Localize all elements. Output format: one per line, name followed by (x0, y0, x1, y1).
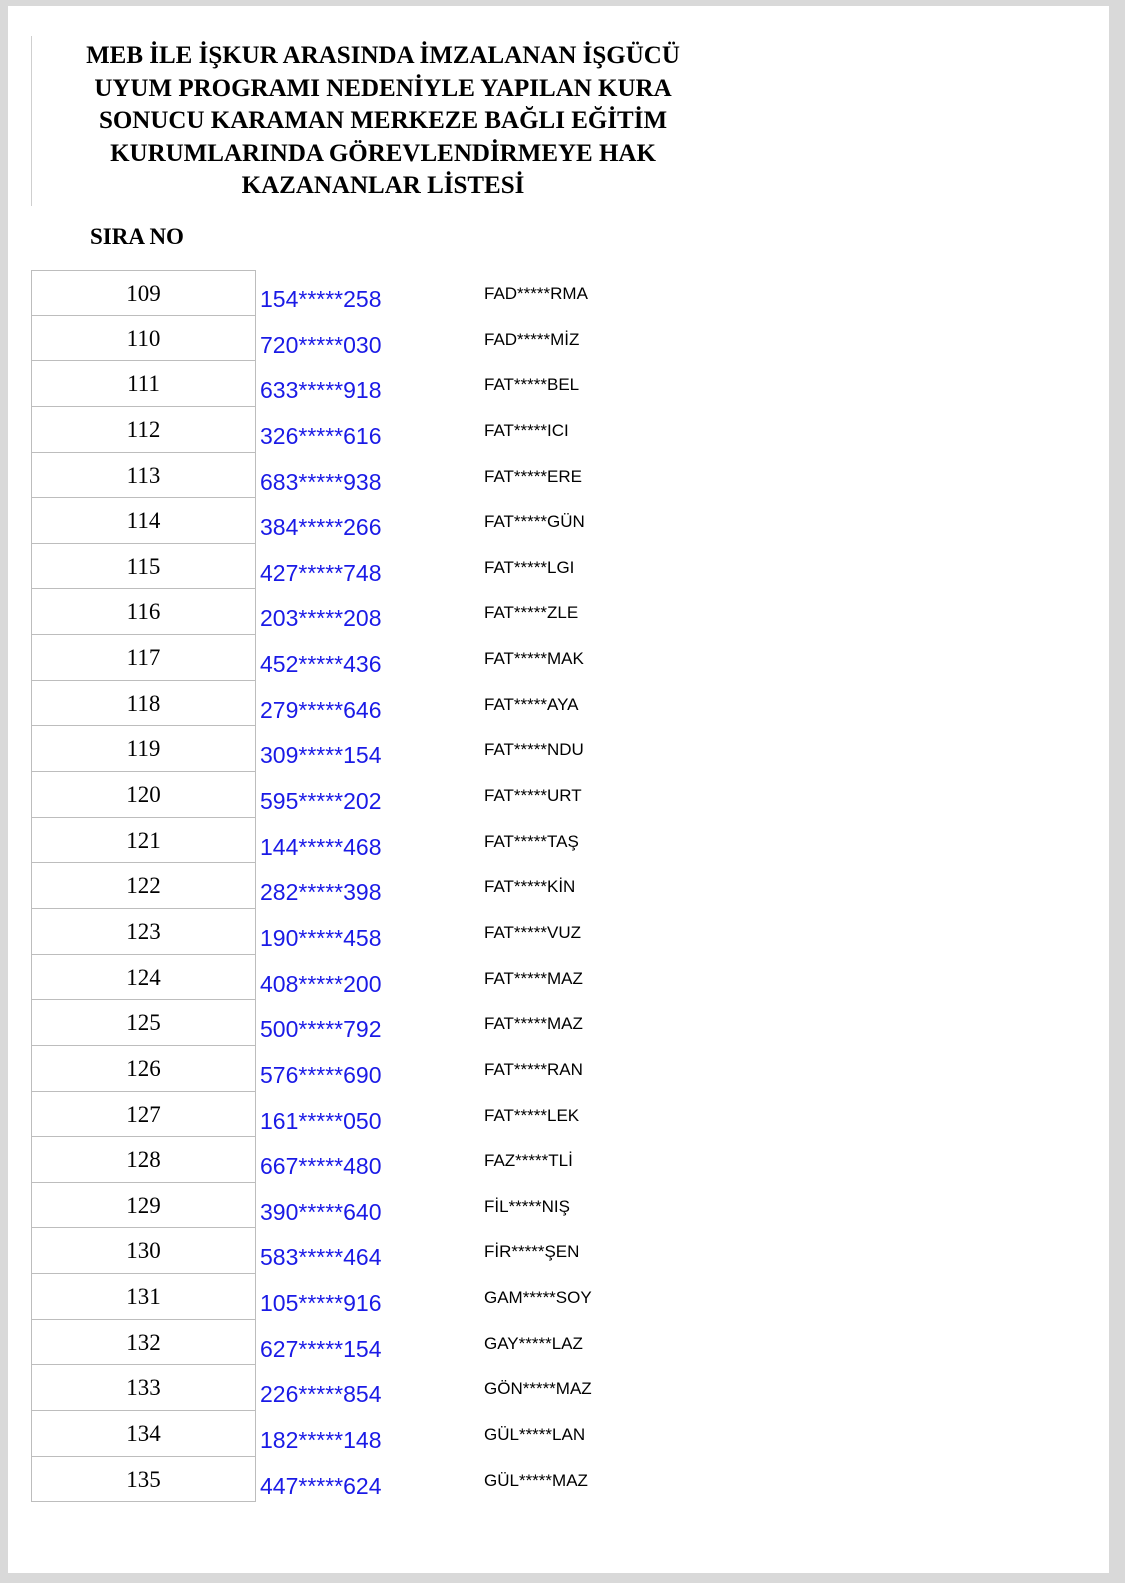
sira-no-cell: 122 (31, 863, 256, 909)
sira-no-cell: 120 (31, 772, 256, 818)
table-row (8, 1411, 1109, 1457)
sira-no-cell: 119 (31, 726, 256, 772)
document-page (8, 6, 1109, 1573)
title-line: SONUCU KARAMAN MERKEZE BAĞLI EĞİTİM (98, 107, 668, 134)
sira-no-cell: 126 (31, 1046, 256, 1092)
masked-name: FAT*****BEL (484, 375, 580, 395)
sira-no-cell: 135 (31, 1457, 256, 1503)
sira-no-cell: 125 (31, 1000, 256, 1046)
masked-id-number: 190*****458 (260, 924, 382, 951)
table-row (8, 772, 1109, 818)
masked-id-number: 595*****202 (260, 788, 382, 815)
table-row (8, 1000, 1109, 1046)
masked-id-number: 326*****616 (260, 422, 382, 449)
table-row (8, 1046, 1109, 1092)
table-row (8, 681, 1109, 727)
table-row (8, 544, 1109, 590)
table-row (8, 316, 1109, 362)
masked-name: FAT*****AYA (484, 694, 579, 714)
masked-name: FAT*****URT (484, 786, 582, 806)
sira-no-cell: 130 (31, 1228, 256, 1274)
table-row (8, 1365, 1109, 1411)
masked-name: FAT*****VUZ (484, 922, 581, 942)
masked-id-number: 408*****200 (260, 970, 382, 997)
sira-no-cell: 123 (31, 909, 256, 955)
masked-name: GÖN*****MAZ (484, 1379, 592, 1399)
masked-name: FAT*****RAN (484, 1059, 583, 1079)
table-row (8, 726, 1109, 772)
masked-name: GAY*****LAZ (484, 1333, 583, 1353)
masked-name: GÜL*****MAZ (484, 1470, 588, 1490)
sira-no-cell: 116 (31, 589, 256, 635)
masked-name: FAD*****MİZ (484, 329, 580, 349)
sira-no-cell: 124 (31, 955, 256, 1001)
masked-name: FAZ*****TLİ (484, 1151, 573, 1171)
masked-name: FAT*****NDU (484, 740, 584, 760)
title-line: KURUMLARINDA GÖREVLENDİRMEYE HAK (110, 139, 656, 167)
masked-name: FİR*****ŞEN (484, 1242, 580, 1262)
masked-name: GÜL*****LAN (484, 1425, 586, 1445)
table-row (8, 1274, 1109, 1320)
table-row (8, 1183, 1109, 1229)
sira-no-cell: 129 (31, 1183, 256, 1229)
table-row (8, 909, 1109, 955)
table-row (8, 635, 1109, 681)
sira-no-cell: 121 (31, 818, 256, 864)
masked-name: GAM*****SOY (484, 1288, 592, 1308)
masked-id-number: 203*****208 (260, 605, 382, 632)
masked-name: FAT*****TAŞ (484, 831, 579, 851)
table-row (8, 407, 1109, 453)
masked-id-number: 720*****030 (260, 331, 382, 358)
table-row (8, 1320, 1109, 1366)
table-row (8, 453, 1109, 499)
masked-name: FAT*****ICI (484, 420, 569, 440)
masked-id-number: 627*****154 (260, 1335, 382, 1362)
sira-no-cell: 134 (31, 1411, 256, 1457)
results-list (8, 270, 1109, 1502)
masked-id-number: 427*****748 (260, 559, 382, 586)
masked-id-number: 447*****624 (260, 1472, 382, 1499)
masked-name: FAD*****RMA (484, 284, 588, 303)
title-line: UYUM PROGRAMI NEDENİYLE YAPILAN KURA (94, 74, 672, 102)
masked-name: FAT*****KİN (484, 877, 576, 897)
masked-id-number: 452*****436 (260, 651, 382, 678)
sira-no-cell: 117 (31, 635, 256, 681)
masked-name: FAT*****ERE (484, 466, 582, 486)
table-row (8, 589, 1109, 635)
title-line: KAZANANLAR LİSTESİ (241, 172, 525, 199)
sira-no-cell: 132 (31, 1320, 256, 1366)
sira-no-cell: 128 (31, 1137, 256, 1183)
masked-name: FAT*****LEK (484, 1105, 580, 1125)
masked-id-number: 390*****640 (260, 1198, 382, 1225)
masked-name: FAT*****MAZ (484, 1014, 583, 1034)
masked-name: FAT*****ZLE (484, 603, 579, 623)
masked-id-number: 226*****854 (260, 1381, 382, 1408)
sira-no-cell: 127 (31, 1092, 256, 1138)
document-title (48, 40, 718, 203)
masked-name: FAT*****MAZ (484, 968, 583, 988)
masked-id-number: 279*****646 (260, 696, 382, 723)
table-row (8, 361, 1109, 407)
table-row (8, 818, 1109, 864)
masked-id-number: 384*****266 (260, 514, 382, 541)
masked-name: FAT*****MAK (484, 649, 584, 669)
masked-id-number: 161*****050 (260, 1107, 382, 1134)
masked-id-number: 583*****464 (260, 1244, 382, 1271)
sira-no-cell: 113 (31, 453, 256, 499)
sira-no-cell: 111 (31, 361, 256, 407)
table-row (8, 1228, 1109, 1274)
table-row (8, 955, 1109, 1001)
masked-id-number: 182*****148 (260, 1427, 382, 1454)
masked-id-number: 144*****468 (260, 833, 382, 860)
masked-id-number: 282*****398 (260, 879, 382, 906)
masked-id-number: 633*****918 (260, 377, 382, 404)
table-row (8, 1092, 1109, 1138)
sira-no-cell: 115 (31, 544, 256, 590)
sira-no-header: SIRA NO (90, 224, 184, 249)
masked-name: FAT*****GÜN (484, 512, 585, 532)
table-row (8, 1137, 1109, 1183)
sira-no-cell: 131 (31, 1274, 256, 1320)
table-row (8, 1457, 1109, 1503)
table-row (8, 863, 1109, 909)
sira-no-cell: 109 (31, 270, 256, 316)
table-row (8, 270, 1109, 316)
table-row (8, 498, 1109, 544)
masked-name: FAT*****LGI (484, 557, 575, 577)
sira-no-cell: 112 (31, 407, 256, 453)
masked-name: FİL*****NIŞ (484, 1196, 570, 1216)
masked-id-number: 683*****938 (260, 468, 382, 495)
sira-no-cell: 118 (31, 681, 256, 727)
sira-no-cell: 133 (31, 1365, 256, 1411)
sira-no-cell: 114 (31, 498, 256, 544)
masked-id-number: 667*****480 (260, 1153, 382, 1180)
masked-id-number: 500*****792 (260, 1016, 382, 1043)
masked-id-number: 309*****154 (260, 742, 382, 769)
masked-id-number: 105*****916 (260, 1290, 382, 1317)
title-line: MEB İLE İŞKUR ARASINDA İMZALANAN İŞGÜCÜ (86, 42, 680, 69)
sira-no-cell: 110 (31, 316, 256, 362)
masked-id-number: 576*****690 (260, 1061, 382, 1088)
title-divider (31, 36, 32, 206)
masked-id-number: 154*****258 (260, 286, 382, 312)
